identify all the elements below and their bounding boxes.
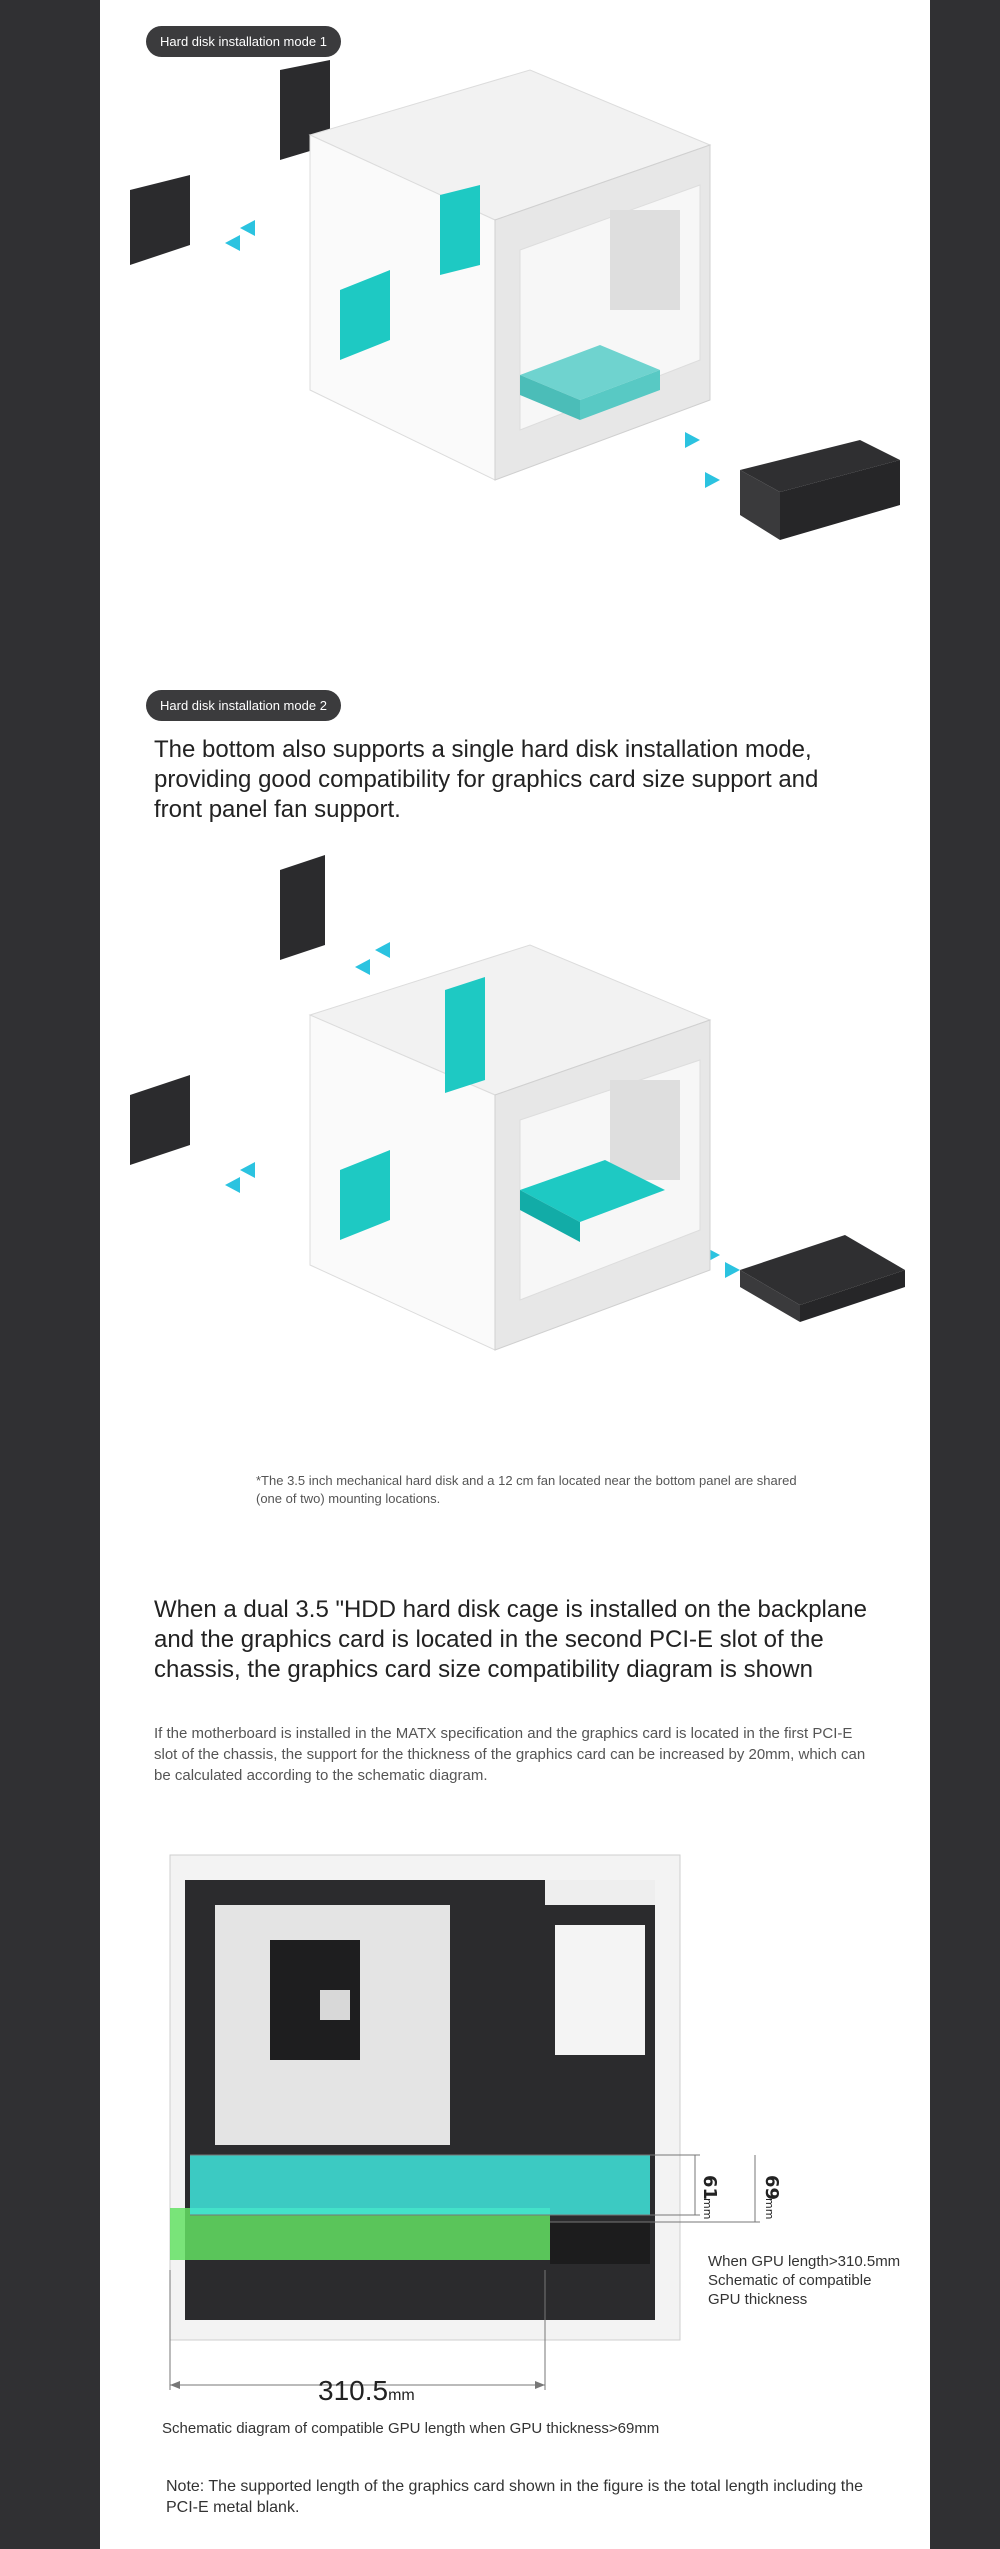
gpu-length-highlight (170, 2208, 550, 2260)
gpu-diagram-caption: Schematic diagram of compatible GPU length when GPU thickness>69mm (162, 2420, 660, 2437)
dim-69-label: 69 (761, 2175, 782, 2201)
gpu-note-line-2: Schematic of compatible (708, 2272, 872, 2289)
gpu-length-unit: mm (388, 2387, 415, 2404)
case-illustration-mode2 (100, 850, 930, 1410)
gpu-section-title: When a dual 3.5 "HDD hard disk cage is installed on the backplane and the graphics card is located in the second PCI-E slot of the chassis, the graphics card size compatibility diagram is shown (154, 1596, 867, 1683)
mode2-description: The bottom also supports a single hard disk installation mode, providing good compatibility for graphics card size support and front panel fan support. (154, 736, 819, 823)
gpu-section-description: If the motherboard is installed in the MATX specification and the graphics card is located in the first PCI-E slot of the chassis, the support for the thickness of the graphics card can be increased by 20mm, which can be calculated according to the schematic diagram. (154, 1725, 866, 1784)
dim-61-unit: mm (701, 2198, 714, 2220)
gpu-length-number: 310.5 (318, 2375, 389, 2406)
pc-case-icon (310, 70, 710, 480)
dim-69-unit: mm (763, 2198, 776, 2220)
gpu-note-line-1: When GPU length>310.5mm (708, 2253, 901, 2270)
case-illustration-mode1 (100, 60, 930, 620)
gpu-compatibility-diagram (100, 1850, 930, 2400)
left-decorative-rail (0, 0, 100, 2549)
hdd-icon (740, 440, 900, 540)
mode2-label: Hard disk installation mode 2 (146, 690, 341, 721)
pc-case-icon (310, 945, 710, 1350)
gpu-note-line-3: GPU thickness (708, 2291, 808, 2308)
hdd-icon (740, 1235, 905, 1322)
ssd-icon (130, 60, 330, 265)
content-panel (100, 0, 930, 2549)
gpu-length-value (318, 2375, 415, 2407)
dim-61-label: 61 (699, 2175, 720, 2201)
footer-note: Note: The supported length of the graphics card shown in the figure is the total length including the PCI-E metal blank. (166, 2478, 864, 2516)
mode2-footnote: *The 3.5 inch mechanical hard disk and a 12 cm fan located near the bottom panel are shared (one of two) mounting locations. (256, 1473, 797, 1506)
gpu-thickness-highlight (190, 2155, 650, 2215)
mode1-label: Hard disk installation mode 1 (146, 26, 341, 57)
ssd-icon (130, 855, 325, 1165)
